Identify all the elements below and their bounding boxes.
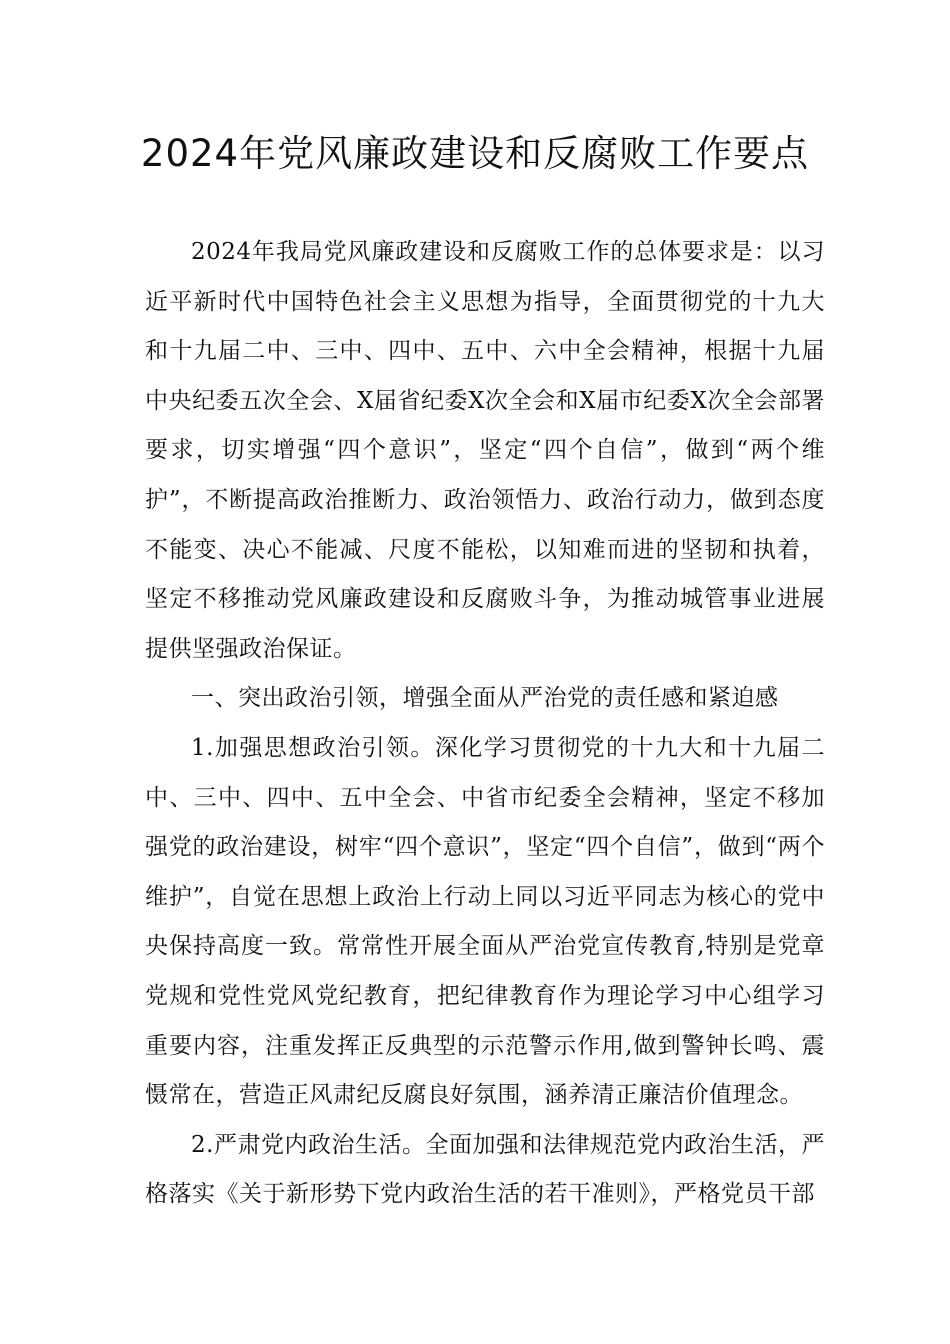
paragraph-item-2: 2.严肃党内政治生活。全面加强和法律规范党内政治生活，严格落实《关于新形势下党内政治生活的若干准则》，严格党员干部	[145, 1131, 825, 1208]
document-title: 2024年党风廉政建设和反腐败工作要点	[140, 132, 810, 175]
section-heading-1: 一、突出政治引领，增强全面从严治党的责任感和紧迫感	[191, 685, 779, 712]
document-body	[145, 228, 825, 1220]
paragraph-overall-requirements: 2024年我局党风廉政建设和反腐败工作的总体要求是：以习近平新时代中国特色社会主义思想为指导，全面贯彻党的十九大和十九届二中、三中、四中、五中、六中全会精神，根据十九届中央纪委五次全会、X届省纪委X次全会和X届市纪委X次全会部署要求，切实增强“四个意识”，坚定“四个自信”，做到“两个维护”，不断提高政治推断力、政治领悟力、政治行动力，做到态度不能变、决心不能减、尺度不能松，以知难而进的坚韧和执着，坚定不移推动党风廉政建设和反腐败斗争，为推动城管事业进展提供坚强政治保证。	[145, 239, 825, 662]
paragraph-item-1: 1.加强思想政治引领。深化学习贯彻党的十九大和十九届二中、三中、四中、五中全会、中省市纪委全会精神，坚定不移加强党的政治建设，树牢“四个意识”，坚定“四个自信”，做到“两个维护”，自觉在思想上政治上行动上同以习近平同志为核心的党中央保持高度一致。常常性开展全面从严治党宣传教育,特别是党章党规和党性党风党纪教育，把纪律教育作为理论学习中心组学习重要内容，注重发挥正反典型的示范警示作用,做到警钟长鸣、震慑常在，营造正风肃纪反腐良好氛围，涵养清正廉洁价值理念。	[145, 734, 825, 1109]
